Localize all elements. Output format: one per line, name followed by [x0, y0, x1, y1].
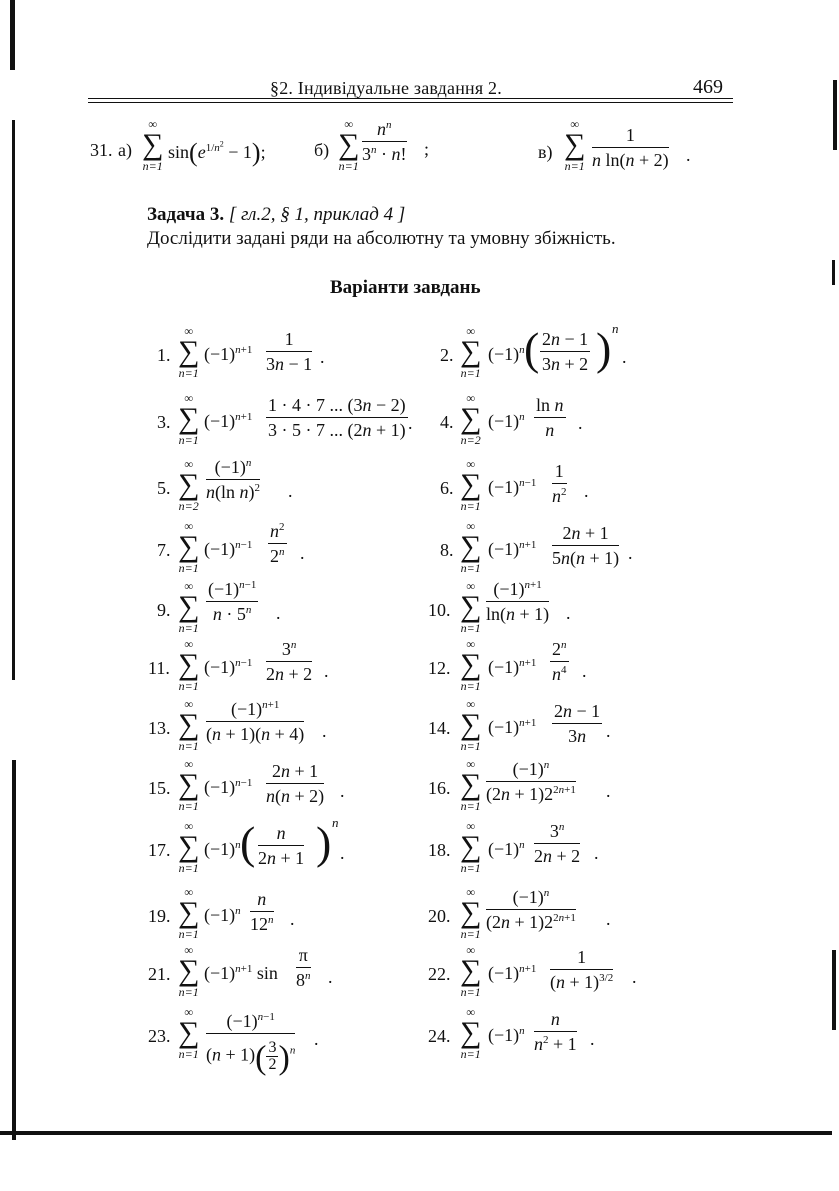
sum-sign: ∞ ∑ n=1 [460, 943, 482, 999]
sum-sign: ∞ ∑ n=1 [178, 637, 200, 693]
part-label-c: в) [538, 142, 553, 162]
fraction: $\frac{n}{12^n}$ [250, 889, 274, 934]
fraction: $\frac{2n - 1}{3n + 2}$ [542, 329, 589, 374]
variant-number: 18. [428, 840, 451, 860]
sum-sign: ∞ ∑ n=1 [460, 457, 482, 513]
variant-number: 15. [148, 778, 171, 798]
variant-number: 12. [428, 658, 451, 678]
part-label-a: а) [118, 140, 132, 160]
part-label-b: б) [314, 140, 330, 160]
fraction: $\frac{(-1)^{n-1}}{n \cdot 5^n}$ [208, 579, 257, 624]
sum-sign: ∞ ∑ n=1 [460, 579, 482, 635]
problem-number: 31. [90, 140, 113, 160]
fraction: $\frac{1}{n^2}$ [552, 461, 567, 506]
scan-edge-right [832, 260, 835, 285]
sum-sign: ∞ ∑ n=1 [460, 819, 482, 875]
variant-number: 16. [428, 778, 451, 798]
fraction: $\frac{2^n}{n^4}$ [552, 639, 567, 684]
sum-sign: ∞ ∑ n=1 [178, 391, 200, 447]
sum-sign: ∞ ∑ n=1 [460, 885, 482, 941]
fraction: $\frac{1}{3n - 1}$ [266, 329, 313, 374]
fraction: $\frac{2n + 1}{n(n + 2)}$ [266, 761, 325, 806]
sum-sign: ∞ ∑ n=1 [178, 757, 200, 813]
page-number: 469 [693, 76, 723, 98]
variant-number: 8. [440, 540, 454, 560]
math-term: $\sin(e^{1/n^2} - 1)$; [168, 138, 266, 167]
fraction: $\frac{2n - 1}{3n}$ [554, 701, 601, 746]
scan-edge-left [12, 120, 15, 680]
fraction: $\frac{(-1)^n}{n(\ln n)^2}$ [206, 457, 260, 502]
task-title [147, 204, 405, 226]
header-rule [88, 98, 733, 99]
fraction: $\frac{1}{\text{n ln(n + 2)}}$ [592, 125, 669, 170]
sum-sign: ∞ ∑ n=1 [460, 519, 482, 575]
sum-sign: ∞ ∑ n=1 [460, 697, 482, 753]
sum-sign: ∞ ∑ n=1 [564, 117, 586, 173]
variant-number: 5. [157, 478, 171, 498]
scan-edge-left [12, 760, 16, 1140]
variant-number: 21. [148, 964, 171, 984]
fraction: $\frac{(-1)^n}{(2n + 1)2^{2n+1}}$ [486, 887, 576, 932]
running-header [88, 74, 733, 100]
fraction: $\frac{3^n}{2n + 2}$ [534, 821, 581, 866]
fraction: $(-1)^{n-1}$ (n + 1)( $\frac{3}{2}$ )$^n$ [206, 1011, 296, 1077]
sum-sign: ∞ ∑ n=1 [142, 117, 164, 173]
variant-number: 14. [428, 718, 451, 738]
scan-edge-right [833, 80, 837, 150]
variants-heading: Варіанти завдань [330, 277, 481, 298]
fraction: $\frac{n^2}{2^n}$ [270, 521, 285, 566]
variant-number: 24. [428, 1026, 451, 1046]
fraction: $\frac{n}{2n + 1}$ [258, 823, 305, 868]
variant-number: 1. [157, 345, 171, 365]
sum-sign: ∞ ∑ n=1 [178, 579, 200, 635]
variant-number: 9. [157, 600, 171, 620]
fraction: $\frac{n}{n^2 + 1}$ [534, 1009, 577, 1054]
variant-number: 11. [148, 658, 170, 678]
task-reference: [ гл.2, § 1, приклад 4 ] [228, 204, 406, 225]
variant-number: 22. [428, 964, 451, 984]
fraction: $\frac{2n + 1}{5n(n + 1)}$ [552, 523, 620, 568]
variant-number: 6. [440, 478, 454, 498]
fraction: $\frac{\pi}{8^n}$ [296, 945, 311, 990]
scan-edge-bottom [0, 1131, 832, 1135]
sum-sign: ∞ ∑ n=2 [178, 457, 200, 513]
task-label: Задача 3. [147, 204, 225, 225]
scan-edge-left [10, 0, 15, 70]
fraction: $\frac{n^n}{3^n \cdot n!}$ [362, 119, 407, 164]
variant-number: 13. [148, 718, 171, 738]
fraction: $\frac{(-1)^n}{(2n + 1)2^{2n+1}}$ [486, 759, 576, 804]
fraction: $\frac{(-1)^{n+1}}{\ln(n + 1)}$ [486, 579, 550, 624]
header-title: §2. Індивідуальне завдання 2. [270, 78, 502, 98]
fraction: $\frac{1 \cdot 4 \cdot 7 ... (3n - 2)}{3 \cdot 5 \cdot 7 ... (2n + 1)}$ [268, 395, 406, 440]
sum-sign: ∞ ∑ n=1 [460, 757, 482, 813]
variant-number: 20. [428, 906, 451, 926]
variant-number: 2. [440, 345, 454, 365]
sum-sign: ∞ ∑ n=1 [178, 885, 200, 941]
variant-number: 10. [428, 600, 451, 620]
fraction: $\frac{1}{(n + 1)^{3/2}}$ [550, 947, 614, 992]
sum-sign: ∞ ∑ n=1 [460, 324, 482, 380]
sum-sign: ∞ ∑ n=1 [178, 324, 200, 380]
sum-sign: ∞ ∑ n=1 [178, 1005, 200, 1061]
sum-sign: ∞ ∑ n=1 [338, 117, 360, 173]
variant-number: 19. [148, 906, 171, 926]
sum-sign: ∞ ∑ n=1 [178, 697, 200, 753]
variant-number: 3. [157, 412, 171, 432]
fraction: $\frac{3^n}{2n + 2}$ [266, 639, 313, 684]
sum-sign: ∞ ∑ n=1 [460, 637, 482, 693]
sum-sign: ∞ ∑ n=1 [460, 1005, 482, 1061]
sum-sign: ∞ ∑ n=1 [178, 519, 200, 575]
variant-number: 4. [440, 412, 454, 432]
sum-sign: ∞ ∑ n=1 [178, 943, 200, 999]
task-statement: Дослідити задані ряди на абсолютну та умовну збіжність. [147, 228, 616, 249]
header-rule [88, 102, 733, 103]
sum-sign: ∞ ∑ n=1 [178, 819, 200, 875]
sum-sign: ∞ ∑ n=2 [460, 391, 482, 447]
scan-edge-right [832, 950, 836, 1030]
variant-number: 23. [148, 1026, 171, 1046]
fraction: $\frac{\text{ln n}}{n}$ [536, 395, 564, 440]
variant-number: 17. [148, 840, 171, 860]
variant-number: 7. [157, 540, 171, 560]
fraction: $\frac{(-1)^{n+1}}{(n + 1)(n + 4)}$ [206, 699, 305, 744]
